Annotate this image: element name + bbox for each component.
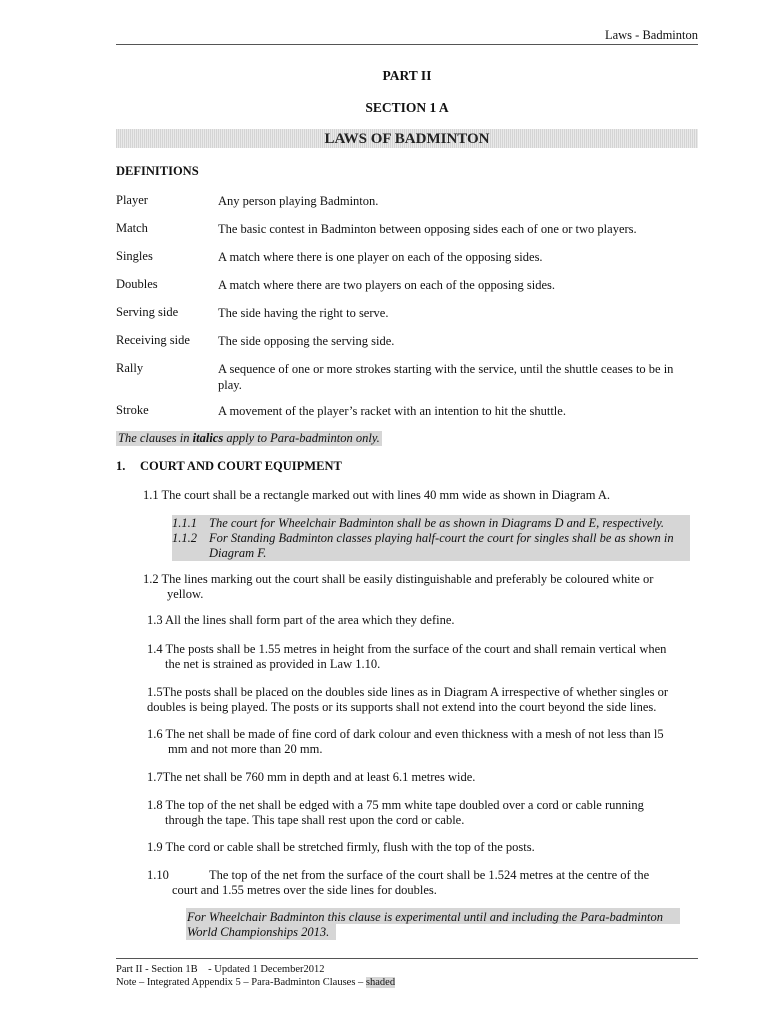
- section-number: 1.: [116, 459, 126, 473]
- clause-1-10-cont: court and 1.55 metres over the side lines for doubles.: [172, 883, 437, 897]
- clause-1-9: 1.9 The cord or cable shall be stretched firmly, flush with the top of the posts.: [147, 840, 535, 854]
- part-title: PART II: [382, 68, 432, 83]
- clause-1-1-1-number: 1.1.1: [172, 516, 197, 530]
- clause-1-6-cont: mm and not more than 20 mm.: [168, 742, 323, 756]
- definition-term: Match: [116, 221, 148, 235]
- clause-1-1-2-cont: Diagram F.: [209, 546, 267, 560]
- clause-1-1-2: For Standing Badminton classes playing half-court the court for singles shall be as shown in: [209, 531, 674, 545]
- clause-1-4: 1.4 The posts shall be 1.55 metres in height from the surface of the court and shall remain vertical when: [147, 642, 667, 656]
- clause-1-3: 1.3 All the lines shall form part of the area which they define.: [147, 613, 455, 627]
- definitions-heading: DEFINITIONS: [116, 164, 199, 178]
- clause-1-4-cont: the net is strained as provided in Law 1.10.: [165, 657, 381, 671]
- footer-line-2: [116, 976, 395, 989]
- definition-text: The side opposing the serving side.: [218, 334, 395, 348]
- footer-rule: [116, 958, 698, 959]
- clause-1-5-cont: doubles is being played. The posts or its supports shall not extend into the court beyond the side lines.: [147, 700, 657, 714]
- clause-1-1-1: The court for Wheelchair Badminton shall be as shown in Diagrams D and E, respectively.: [209, 516, 665, 530]
- definition-term: Doubles: [116, 277, 158, 291]
- clause-1-6: 1.6 The net shall be made of fine cord of dark colour and even thickness with a mesh of not less than l5: [147, 727, 664, 741]
- definition-text: A match where there are two players on each of the opposing sides.: [218, 278, 556, 292]
- definition-text: A movement of the player’s racket with an intention to hit the shuttle.: [218, 404, 566, 418]
- clause-1-2-cont: yellow.: [167, 587, 204, 601]
- clause-1-5: 1.5The posts shall be placed on the doubles side lines as in Diagram A irrespective of whether singles or: [147, 685, 669, 699]
- note-pre: The clauses in: [118, 431, 193, 445]
- clause-1-8-cont: through the tape. This tape shall rest upon the cord or cable.: [165, 813, 465, 827]
- footer-note: Note – Integrated Appendix 5 – Para-Badminton Clauses –: [116, 977, 366, 988]
- para-badminton-note: [116, 431, 382, 446]
- note-italics-word: italics: [192, 431, 224, 445]
- definition-text: A match where there is one player on each of the opposing sides.: [218, 250, 543, 264]
- clause-1-2: 1.2 The lines marking out the court shall be easily distinguishable and preferably be coloured white or: [143, 572, 654, 586]
- definition-term: Serving side: [116, 305, 179, 319]
- footer-line-1: Part II - Section 1B - Updated 1 December2012: [116, 964, 325, 975]
- footer-shaded-word: shaded: [365, 977, 396, 988]
- section-title: SECTION 1 A: [365, 100, 449, 115]
- wheelchair-note-cont: World Championships 2013.: [187, 925, 330, 939]
- definition-term: Singles: [116, 249, 153, 263]
- wheelchair-note: For Wheelchair Badminton this clause is experimental until and including the Para-badminton: [187, 910, 663, 924]
- clause-1-10: The top of the net from the surface of the court shall be 1.524 metres at the centre of the: [209, 868, 650, 882]
- clause-1-7: 1.7The net shall be 760 mm in depth and at least 6.1 metres wide.: [147, 770, 476, 784]
- definition-text: The side having the right to serve.: [218, 306, 389, 320]
- running-header: Laws - Badminton: [604, 28, 698, 42]
- definition-text: The basic contest in Badminton between opposing sides each of one or two players.: [218, 222, 637, 236]
- definition-term: Player: [116, 193, 148, 207]
- definition-text: A sequence of one or more strokes starting with the service, until the shuttle ceases to be in play.: [218, 362, 674, 392]
- clause-1-8: 1.8 The top of the net shall be edged with a 75 mm white tape doubled over a cord or cable running: [147, 798, 644, 812]
- laws-title-band: LAWS OF BADMINTON: [116, 129, 698, 148]
- definition-term: Rally: [116, 361, 144, 375]
- note-post: apply to Para-badminton only.: [223, 431, 380, 445]
- definition-text: Any person playing Badminton.: [218, 194, 379, 208]
- section-heading: COURT AND COURT EQUIPMENT: [140, 459, 342, 473]
- header-rule: [116, 44, 698, 45]
- clause-1-1-2-number: 1.1.2: [172, 531, 197, 545]
- clause-1-10-number: 1.10: [147, 868, 169, 882]
- clause-1-1: 1.1 The court shall be a rectangle marked out with lines 40 mm wide as shown in Diagram A.: [143, 488, 611, 502]
- definition-term: Receiving side: [116, 333, 190, 347]
- definition-term: Stroke: [116, 403, 149, 417]
